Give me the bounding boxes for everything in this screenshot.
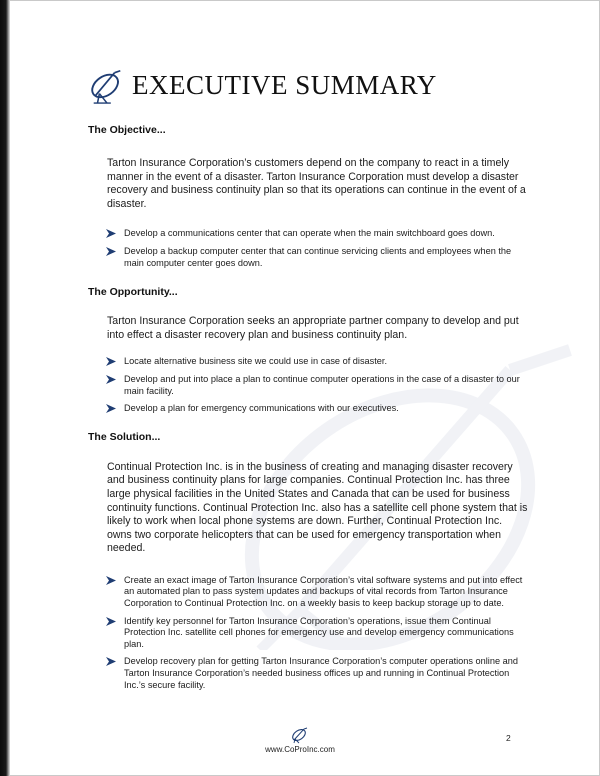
page-number: 2 (506, 733, 511, 743)
arrow-right-icon (106, 657, 116, 666)
page-edge (0, 0, 10, 776)
bullet-list (88, 356, 528, 414)
objective-section (88, 124, 528, 269)
list-item (88, 616, 528, 651)
page-title: EXECUTIVE SUMMARY (132, 69, 437, 100)
section-paragraph: Tarton Insurance Corporation’s customers depend on the company to react in a timely manner in the event of a disaster. Tarton Insurance Corporation must develop a disaster recovery and business continuity plan so that its operations can continue in the event of a disaster. (107, 157, 526, 210)
list-item (88, 374, 528, 397)
list-item (88, 246, 528, 269)
section-heading: The Objective... (88, 124, 166, 136)
section-paragraph: Tarton Insurance Corporation seeks an appropriate partner company to develop and put into effect a disaster recovery plan and business continuity plan. (107, 315, 519, 341)
arrow-right-icon (106, 576, 116, 585)
section-heading: The Solution... (88, 430, 161, 443)
arrow-right-icon (106, 229, 116, 238)
section-paragraph: Continual Protection Inc. is in the business of creating and managing disaster recovery and business continuity plans for large companies. Continual Protection Inc. has three large physical facilities in the United States and Canada that can be used for business continuity functions. Continual Protection Inc. also has a satellite cell phone system that is likely to work when local phone systems are down. Further, Continual Protection Inc. owns two corporate helicopters that can be used for emergency transportation when needed. (107, 460, 528, 555)
bullet-list (88, 575, 528, 691)
bullet-text: Develop recovery plan for getting Tarton Insurance Corporation’s computer operations online and Tarton Insurance Corporation’s needed business offices up and running in Continual Protection Inc.’s secure facility. (124, 656, 518, 690)
satellite-dish-icon (88, 65, 126, 105)
bullet-text: Locate alternative business site we could use in case of disaster. (124, 356, 388, 367)
arrow-right-icon (106, 404, 116, 413)
bullet-text: Develop a communications center that can operate when the main switchboard goes down. (124, 228, 495, 239)
list-item (88, 575, 528, 610)
bullet-text: Identify key personnel for Tarton Insurance Corporation’s operations, issue them Continual Protection Inc. satellite cell phones for emergency use and develop emergency communications plan. (124, 615, 514, 649)
solution-section (88, 431, 528, 692)
list-item (88, 656, 528, 691)
footer-url[interactable]: www.CoProInc.com (265, 745, 335, 754)
satellite-dish-icon (290, 726, 310, 744)
summary-content (88, 124, 528, 691)
arrow-right-icon (106, 357, 116, 366)
arrow-right-icon (106, 617, 116, 626)
arrow-right-icon (106, 375, 116, 384)
bullet-list (88, 228, 528, 269)
arrow-right-icon (106, 247, 116, 256)
list-item (88, 228, 528, 240)
opportunity-section (88, 286, 528, 415)
list-item (88, 356, 528, 368)
page-header (88, 64, 437, 106)
bullet-text: Develop a plan for emergency communications with our executives. (124, 403, 399, 414)
list-item (88, 403, 528, 415)
section-heading: The Opportunity... (88, 286, 178, 299)
bullet-text: Create an exact image of Tarton Insurance Corporation’s vital software systems and put into effect an automated plan to pass system updates and backups of vital records from Tarton Insurance Corporation to Continual Protection Inc. on a weekly basis to keep backup storage up to date. (124, 574, 523, 609)
bullet-text: Develop a backup computer center that can continue servicing clients and employees when the main computer center goes down. (124, 245, 512, 268)
bullet-text: Develop and put into place a plan to continue computer operations in the case of a disaster to our main facility. (124, 373, 520, 396)
